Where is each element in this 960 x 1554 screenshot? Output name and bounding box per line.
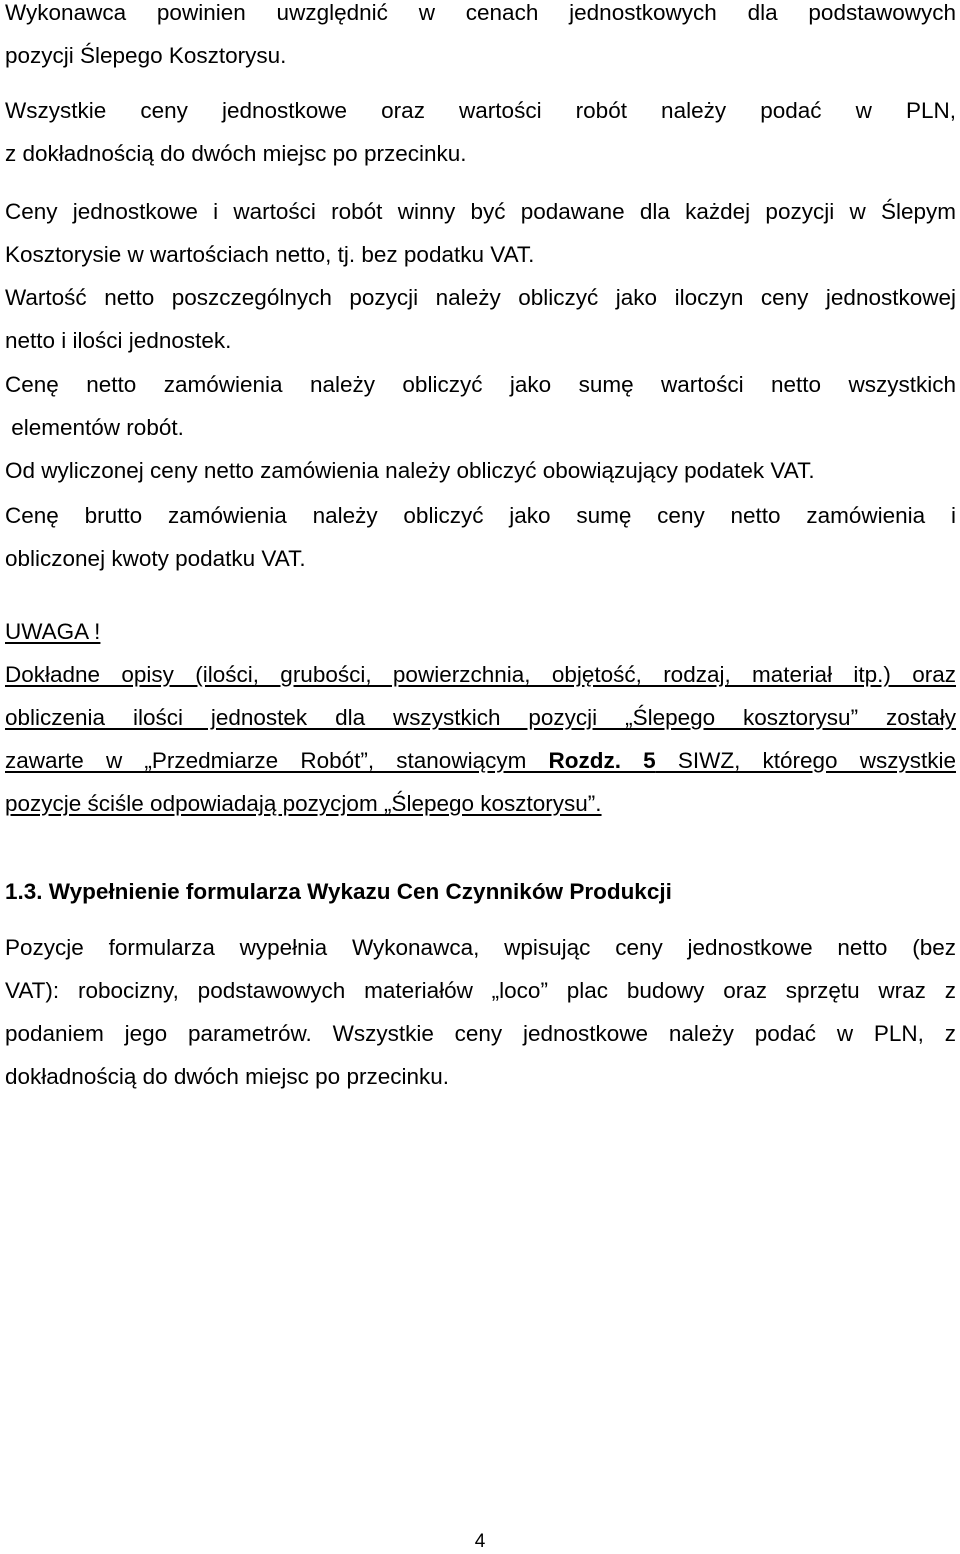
chapter-reference: Rozdz. 5 <box>548 748 656 773</box>
notice-line <box>5 739 956 782</box>
paragraph-line: Kosztorysie w wartościach netto, tj. bez podatku VAT. <box>5 242 535 267</box>
paragraph-line: netto i ilości jednostek. <box>5 328 232 353</box>
paragraph-line: Cenę netto zamówienia należy obliczyć jako sumę wartości netto wszystkich <box>5 372 956 397</box>
notice-line: obliczenia ilości jednostek dla wszystkich pozycji „Ślepego kosztorysu” zostały <box>5 705 956 730</box>
paragraph-line: Od wyliczonej ceny netto zamówienia należy obliczyć obowiązujący podatek VAT. <box>5 458 815 483</box>
section-body <box>5 926 956 1098</box>
notice-line: Dokładne opisy (ilości, grubości, powierzchnia, objętość, rodzaj, materiał itp.) oraz <box>5 662 956 687</box>
notice-line-part: SIWZ, którego wszystkie <box>655 748 956 773</box>
paragraph-order-net-price <box>5 363 956 449</box>
paragraph-line: Wartość netto poszczególnych pozycji należy obliczyć jako iloczyn ceny jednostkowej <box>5 285 956 310</box>
paragraph-currency <box>5 89 956 175</box>
paragraph-line: obliczonej kwoty podatku VAT. <box>5 546 306 571</box>
page-number: 4 <box>474 1531 486 1552</box>
notice-line: pozycje ściśle odpowiadają pozycjom „Ślepego kosztorysu”. <box>5 791 602 816</box>
section-line: podaniem jego parametrów. Wszystkie ceny jednostkowe należy podać w PLN, z <box>5 1021 956 1046</box>
paragraph-line: elementów robót. <box>5 415 184 440</box>
notice-block <box>5 610 956 825</box>
paragraph-pricing-basis <box>5 0 956 77</box>
paragraph-line: z dokładnością do dwóch miejsc po przecinku. <box>5 141 467 166</box>
paragraph-line: Wykonawca powinien uwzględnić w cenach jednostkowych dla podstawowych <box>5 0 956 25</box>
paragraph-line: Ceny jednostkowe i wartości robót winny być podawane dla każdej pozycji w Ślepym <box>5 199 956 224</box>
section-line: dokładnością do dwóch miejsc po przecinku. <box>5 1064 449 1089</box>
paragraph-line: Wszystkie ceny jednostkowe oraz wartości robót należy podać w PLN, <box>5 98 956 123</box>
section-line: VAT): robocizny, podstawowych materiałów „loco” plac budowy oraz sprzętu wraz z <box>5 978 956 1003</box>
paragraph-line: Cenę brutto zamówienia należy obliczyć jako sumę ceny netto zamówienia i <box>5 503 956 528</box>
section-line: Pozycje formularza wypełnia Wykonawca, wpisując ceny jednostkowe netto (bez <box>5 935 956 960</box>
notice-title: UWAGA ! <box>5 619 101 644</box>
notice-line-part: zawarte w „Przedmiarze Robót”, stanowiącym <box>5 748 549 773</box>
paragraph-vat <box>5 449 956 492</box>
section-heading: 1.3. Wypełnienie formularza Wykazu Cen Czynników Produkcji <box>5 879 672 904</box>
paragraph-net-value <box>5 276 956 362</box>
paragraph-gross-price <box>5 494 956 580</box>
paragraph-line: pozycji Ślepego Kosztorysu. <box>5 43 287 68</box>
paragraph-net-prices <box>5 190 956 276</box>
